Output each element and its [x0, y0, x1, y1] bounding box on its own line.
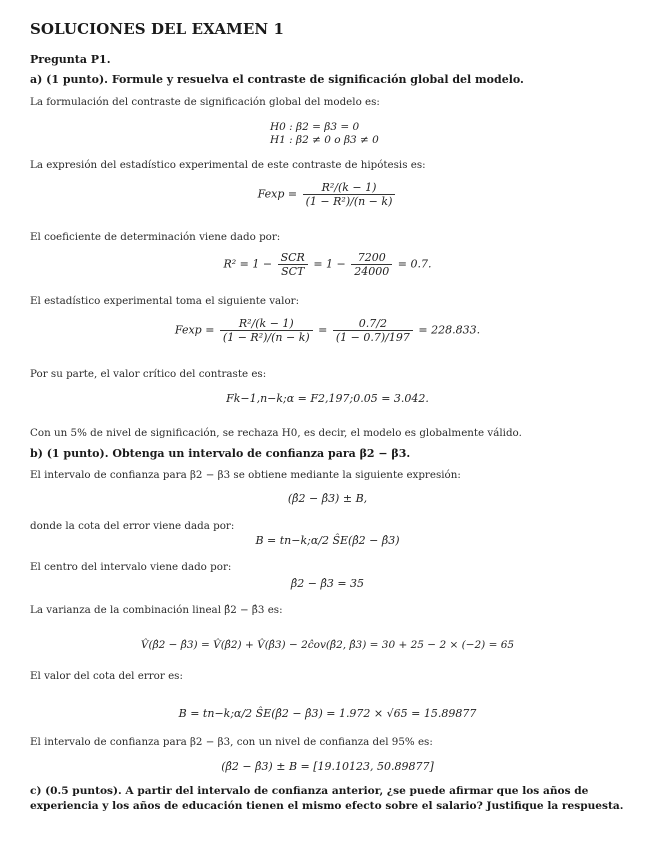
r2-fraction-1-numerator: SCR [278, 252, 308, 265]
calc-fraction-2-denominator: (1 − 0.7)/197 [335, 331, 410, 344]
fexp-numerator: R²/(k − 1) [303, 182, 396, 195]
page-title: SOLUCIONES DEL EXAMEN 1 [30, 20, 285, 38]
part-c-heading: c) (0.5 puntos). A partir del intervalo de confianza anterior, ¿se puede afirmar que los años de experiencia y los años de educación tienen el mismo efecto sobre el salario? Justifique la respuesta. [30, 785, 624, 813]
r2-fraction-1 [278, 252, 308, 277]
value-text: El estadístico experimental toma el siguiente valor: [30, 295, 300, 307]
question-label: Pregunta P1. [30, 53, 111, 66]
conclusion-text: Con un 5% de nivel de significación, se rechaza H0, es decir, el modelo es globalmente válido. [30, 427, 522, 439]
formulation-text: La formulación del contraste de significación global del modelo es: [30, 96, 380, 108]
variance-expression: V̂(β̂2 − β̂3) = V̂(β̂2) + V̂(β̂3) − 2ĉov(β̂2, β̂3) = 30 + 25 − 2 × (−2) = 65 [140, 639, 515, 651]
r2-result: = 0.7. [397, 257, 432, 271]
variance-text: La varianza de la combinación lineal β̂2 − β̂3 es: [30, 604, 283, 616]
calc-fraction-1-numerator: R²/(k − 1) [220, 318, 313, 331]
part-a-heading: a) (1 punto). Formule y resuelva el contraste de significación global del modelo. [30, 73, 524, 86]
calc-fraction-2-numerator: 0.7/2 [333, 318, 413, 331]
hypothesis-system [270, 121, 379, 147]
critical-text: Por su parte, el valor crítico del contraste es: [30, 368, 267, 380]
bound-expression: B = tn−k;α/2 ŜE(β̂2 − β̂3) = 1.972 × √65 = 15.89877 [178, 707, 477, 720]
final-text: El intervalo de confianza para β2 − β3, con un nivel de confianza del 95% es: [30, 736, 433, 748]
r2-fraction-1-denominator: SCT [281, 265, 305, 278]
calc-middle: = [318, 323, 328, 337]
fexp-lhs: Fexp = [257, 187, 298, 201]
part-b-heading: b) (1 punto). Obtenga un intervalo de confianza para β2 − β3. [30, 447, 411, 460]
r2-fraction-2-numerator: 7200 [351, 252, 392, 265]
error-text: donde la cota del error viene dada por: [30, 520, 235, 532]
calc-fraction-1-denominator: (1 − R²)/(n − k) [222, 331, 310, 344]
fexp-calculation [0, 318, 655, 343]
r2-lhs: R² = 1 − [223, 257, 273, 271]
calc-fraction-2 [333, 318, 413, 343]
bound-text: El valor del cota del error es: [30, 670, 183, 682]
interval-expression: (β̂2 − β̂3) ± B, [287, 492, 368, 505]
calc-result: = 228.833. [418, 323, 481, 337]
fexp-fraction [303, 182, 396, 207]
r2-fraction-2-denominator: 24000 [354, 265, 390, 278]
calc-fraction-1 [220, 318, 313, 343]
center-text: El centro del intervalo viene dado por: [30, 561, 232, 573]
error-bound-expression: B = tn−k;α/2 ŜE(β̂2 − β̂3) [255, 534, 400, 547]
r2-formula [0, 252, 655, 277]
alternative-hypothesis: H1 : β2 ≠ 0 o β3 ≠ 0 [270, 134, 379, 147]
final-interval-expression: (β̂2 − β̂3) ± B = [19.10123, 50.89877] [221, 760, 434, 773]
calc-lhs: Fexp = [174, 323, 215, 337]
r2-middle: = 1 − [313, 257, 346, 271]
critical-value-formula: Fk−1,n−k;α = F2,197;0.05 = 3.042. [226, 392, 429, 405]
fexp-denominator: (1 − R²)/(n − k) [305, 195, 393, 208]
null-hypothesis: H0 : β2 = β3 = 0 [270, 121, 360, 133]
r2-fraction-2 [351, 252, 392, 277]
r2-text: El coeficiente de determinación viene dado por: [30, 231, 281, 243]
interval-text: El intervalo de confianza para β2 − β3 se obtiene mediante la siguiente expresión: [30, 469, 461, 481]
fexp-formula [0, 182, 655, 207]
center-expression: β̂2 − β̂3 = 35 [290, 577, 365, 590]
statistic-text: La expresión del estadístico experimental de este contraste de hipótesis es: [30, 159, 426, 171]
